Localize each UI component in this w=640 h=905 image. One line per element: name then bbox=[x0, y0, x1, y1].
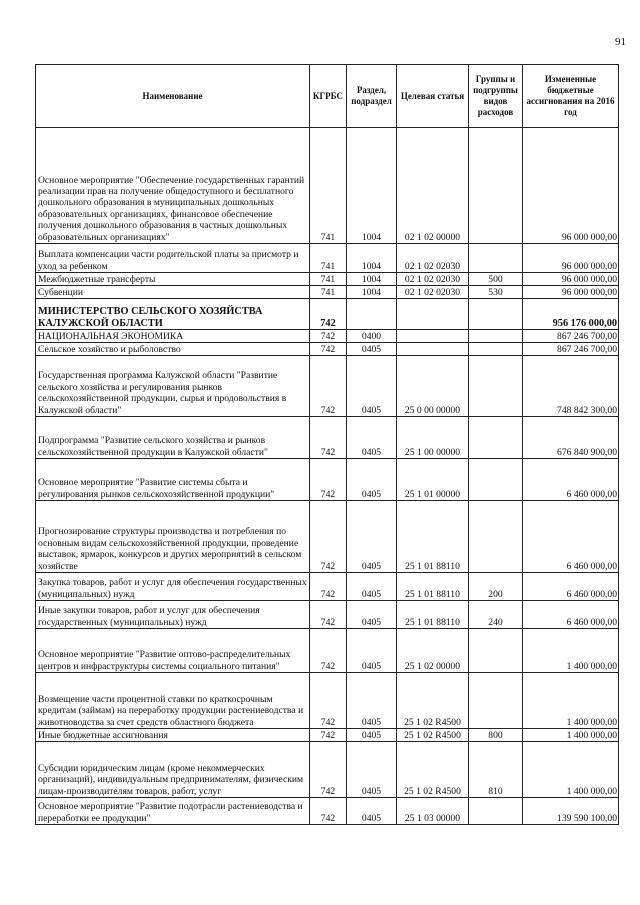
row-section: 0405 bbox=[347, 356, 397, 417]
row-target: 02 1 02 00000 bbox=[397, 128, 469, 244]
row-amount: 748 842 300,00 bbox=[523, 356, 619, 417]
row-amount: 6 460 000,00 bbox=[523, 573, 619, 601]
header-amount: Измененные бюджетные ассигнования на 2016 год bbox=[523, 65, 619, 128]
row-kgrbs: 742 bbox=[310, 459, 347, 501]
header-kgrbs: КГРБС bbox=[310, 65, 347, 128]
header-section: Раздел, подраздел bbox=[347, 65, 397, 128]
row-kgrbs: 741 bbox=[310, 273, 347, 286]
row-section: 0405 bbox=[347, 501, 397, 573]
row-kgrbs: 742 bbox=[310, 729, 347, 742]
table-row bbox=[36, 128, 619, 244]
row-kgrbs: 742 bbox=[310, 573, 347, 601]
row-name: Субвенции bbox=[36, 286, 310, 299]
row-name: Сельское хозяйство и рыболовство bbox=[36, 343, 310, 356]
row-name: Возмещение части процентной ставки по краткосрочным кредитам (займам) на переработку продукции растениеводства и животноводства за счет средств областного бюджета bbox=[36, 673, 310, 729]
header-groups: Группы и подгруппы видов расходов bbox=[469, 65, 523, 128]
row-kgrbs: 742 bbox=[310, 330, 347, 343]
table-row bbox=[36, 244, 619, 273]
row-expense-type: 200 bbox=[469, 573, 523, 601]
table-header-row bbox=[36, 65, 619, 128]
table-row bbox=[36, 798, 619, 825]
row-name: Выплата компенсации части родительской платы за присмотр и уход за ребенком bbox=[36, 244, 310, 273]
row-name: Закупка товаров, работ и услуг для обеспечения государственных (муниципальных) нужд bbox=[36, 573, 310, 601]
row-expense-type: 500 bbox=[469, 273, 523, 286]
table-row bbox=[36, 601, 619, 629]
row-section: 0405 bbox=[347, 742, 397, 798]
row-amount: 6 460 000,00 bbox=[523, 601, 619, 629]
row-expense-type bbox=[469, 343, 523, 356]
budget-table bbox=[35, 64, 619, 825]
row-kgrbs: 742 bbox=[310, 742, 347, 798]
page-number: 91 bbox=[615, 36, 626, 48]
row-name: Основное мероприятие "Развитие оптово-распределительных центров и инфраструктуры системы социального питания" bbox=[36, 629, 310, 673]
table-row bbox=[36, 459, 619, 501]
row-expense-type bbox=[469, 330, 523, 343]
row-section: 0405 bbox=[347, 573, 397, 601]
row-section: 0405 bbox=[347, 629, 397, 673]
header-target: Целевая статья bbox=[397, 65, 469, 128]
row-target: 02 1 02 02030 bbox=[397, 273, 469, 286]
row-amount: 1 400 000,00 bbox=[523, 673, 619, 729]
row-target: 25 1 00 00000 bbox=[397, 417, 469, 459]
row-kgrbs: 741 bbox=[310, 128, 347, 244]
table-row bbox=[36, 299, 619, 330]
row-amount: 139 590 100,00 bbox=[523, 798, 619, 825]
row-kgrbs: 741 bbox=[310, 286, 347, 299]
row-name: Субсидии юридическим лицам (кроме некоммерческих организаций), индивидуальным предпринимателям, физическим лицам-производителям товаров, работ, услуг bbox=[36, 742, 310, 798]
row-target bbox=[397, 299, 469, 330]
table-row bbox=[36, 673, 619, 729]
table-row bbox=[36, 417, 619, 459]
table-row bbox=[36, 629, 619, 673]
row-amount: 1 400 000,00 bbox=[523, 742, 619, 798]
row-amount: 956 176 000,00 bbox=[523, 299, 619, 330]
row-kgrbs: 742 bbox=[310, 673, 347, 729]
row-target: 25 1 01 88110 bbox=[397, 501, 469, 573]
row-amount: 6 460 000,00 bbox=[523, 501, 619, 573]
row-expense-type bbox=[469, 798, 523, 825]
row-name: Основное мероприятие "Развитие системы сбыта и регулирования рынков сельскохозяйственной продукции" bbox=[36, 459, 310, 501]
row-section: 0405 bbox=[347, 459, 397, 501]
row-amount: 96 000 000,00 bbox=[523, 273, 619, 286]
row-section: 0405 bbox=[347, 417, 397, 459]
row-expense-type bbox=[469, 417, 523, 459]
row-section: 1004 bbox=[347, 128, 397, 244]
table-row bbox=[36, 343, 619, 356]
row-section: 0400 bbox=[347, 330, 397, 343]
row-expense-type: 530 bbox=[469, 286, 523, 299]
row-amount: 96 000 000,00 bbox=[523, 244, 619, 273]
row-target: 25 1 02 00000 bbox=[397, 629, 469, 673]
row-target: 25 1 01 00000 bbox=[397, 459, 469, 501]
row-section bbox=[347, 299, 397, 330]
row-section: 0405 bbox=[347, 673, 397, 729]
row-amount: 676 840 900,00 bbox=[523, 417, 619, 459]
row-section: 1004 bbox=[347, 273, 397, 286]
table-row bbox=[36, 273, 619, 286]
row-name: Основное мероприятие "Обеспечение государственных гарантий реализации прав на получение общедоступного и бесплатного дошкольного образования в муниципальных дошкольных образовательных организациях, финансовое обеспечение получения дошкольного образования в частных дошкольных образовательных организациях" bbox=[36, 128, 310, 244]
row-expense-type bbox=[469, 629, 523, 673]
row-target: 25 1 02 R4500 bbox=[397, 673, 469, 729]
row-section: 0405 bbox=[347, 343, 397, 356]
row-kgrbs: 742 bbox=[310, 356, 347, 417]
row-target: 25 1 02 R4500 bbox=[397, 729, 469, 742]
row-target: 02 1 02 02030 bbox=[397, 286, 469, 299]
row-expense-type bbox=[469, 244, 523, 273]
row-target: 25 1 01 88110 bbox=[397, 601, 469, 629]
row-kgrbs: 742 bbox=[310, 501, 347, 573]
table-row bbox=[36, 330, 619, 343]
table-row bbox=[36, 573, 619, 601]
row-section: 0405 bbox=[347, 601, 397, 629]
row-name: Подпрограмма "Развитие сельского хозяйства и рынков сельскохозяйственной продукции в Калужской области" bbox=[36, 417, 310, 459]
row-expense-type bbox=[469, 299, 523, 330]
row-amount: 1 400 000,00 bbox=[523, 729, 619, 742]
row-expense-type: 240 bbox=[469, 601, 523, 629]
row-kgrbs: 742 bbox=[310, 299, 347, 330]
row-amount: 96 000 000,00 bbox=[523, 128, 619, 244]
row-amount: 96 000 000,00 bbox=[523, 286, 619, 299]
row-section: 1004 bbox=[347, 244, 397, 273]
row-section: 0405 bbox=[347, 798, 397, 825]
row-kgrbs: 742 bbox=[310, 601, 347, 629]
row-expense-type bbox=[469, 501, 523, 573]
row-amount: 1 400 000,00 bbox=[523, 629, 619, 673]
row-amount: 6 460 000,00 bbox=[523, 459, 619, 501]
row-target: 25 1 03 00000 bbox=[397, 798, 469, 825]
row-target: 25 1 01 88110 bbox=[397, 573, 469, 601]
row-expense-type: 800 bbox=[469, 729, 523, 742]
row-expense-type: 810 bbox=[469, 742, 523, 798]
row-name: МИНИСТЕРСТВО СЕЛЬСКОГО ХОЗЯЙСТВА КАЛУЖСКОЙ ОБЛАСТИ bbox=[36, 299, 310, 330]
row-amount: 867 246 700,00 bbox=[523, 343, 619, 356]
row-target: 25 1 02 R4500 bbox=[397, 742, 469, 798]
row-name: Иные закупки товаров, работ и услуг для обеспечения государственных (муниципальных) нужд bbox=[36, 601, 310, 629]
table-row bbox=[36, 501, 619, 573]
row-kgrbs: 742 bbox=[310, 798, 347, 825]
table-row bbox=[36, 742, 619, 798]
row-target: 02 1 02 02030 bbox=[397, 244, 469, 273]
row-expense-type bbox=[469, 128, 523, 244]
row-kgrbs: 742 bbox=[310, 417, 347, 459]
row-kgrbs: 742 bbox=[310, 629, 347, 673]
table-row bbox=[36, 286, 619, 299]
row-kgrbs: 741 bbox=[310, 244, 347, 273]
row-section: 1004 bbox=[347, 286, 397, 299]
row-name: Прогнозирование структуры производства и потребления по основным видам сельскохозяйственной продукции, проведение выставок, ярмарок, конкурсов и других мероприятий в сельском хозяйстве bbox=[36, 501, 310, 573]
row-target bbox=[397, 330, 469, 343]
row-expense-type bbox=[469, 459, 523, 501]
row-name: Основное мероприятие "Развитие подотрасли растениеводства и переработки ее продукции" bbox=[36, 798, 310, 825]
table-row bbox=[36, 729, 619, 742]
table-row bbox=[36, 356, 619, 417]
row-name: Межбюджетные трансферты bbox=[36, 273, 310, 286]
row-section: 0405 bbox=[347, 729, 397, 742]
row-target: 25 0 00 00000 bbox=[397, 356, 469, 417]
row-amount: 867 246 700,00 bbox=[523, 330, 619, 343]
row-kgrbs: 742 bbox=[310, 343, 347, 356]
row-expense-type bbox=[469, 356, 523, 417]
header-name: Наименование bbox=[36, 65, 310, 128]
row-name: Государственная программа Калужской области "Развитие сельского хозяйства и регулирования рынков сельскохозяйственной продукции, сырья и продовольствия в Калужской области" bbox=[36, 356, 310, 417]
row-expense-type bbox=[469, 673, 523, 729]
row-target bbox=[397, 343, 469, 356]
row-name: НАЦИОНАЛЬНАЯ ЭКОНОМИКА bbox=[36, 330, 310, 343]
row-name: Иные бюджетные ассигнования bbox=[36, 729, 310, 742]
